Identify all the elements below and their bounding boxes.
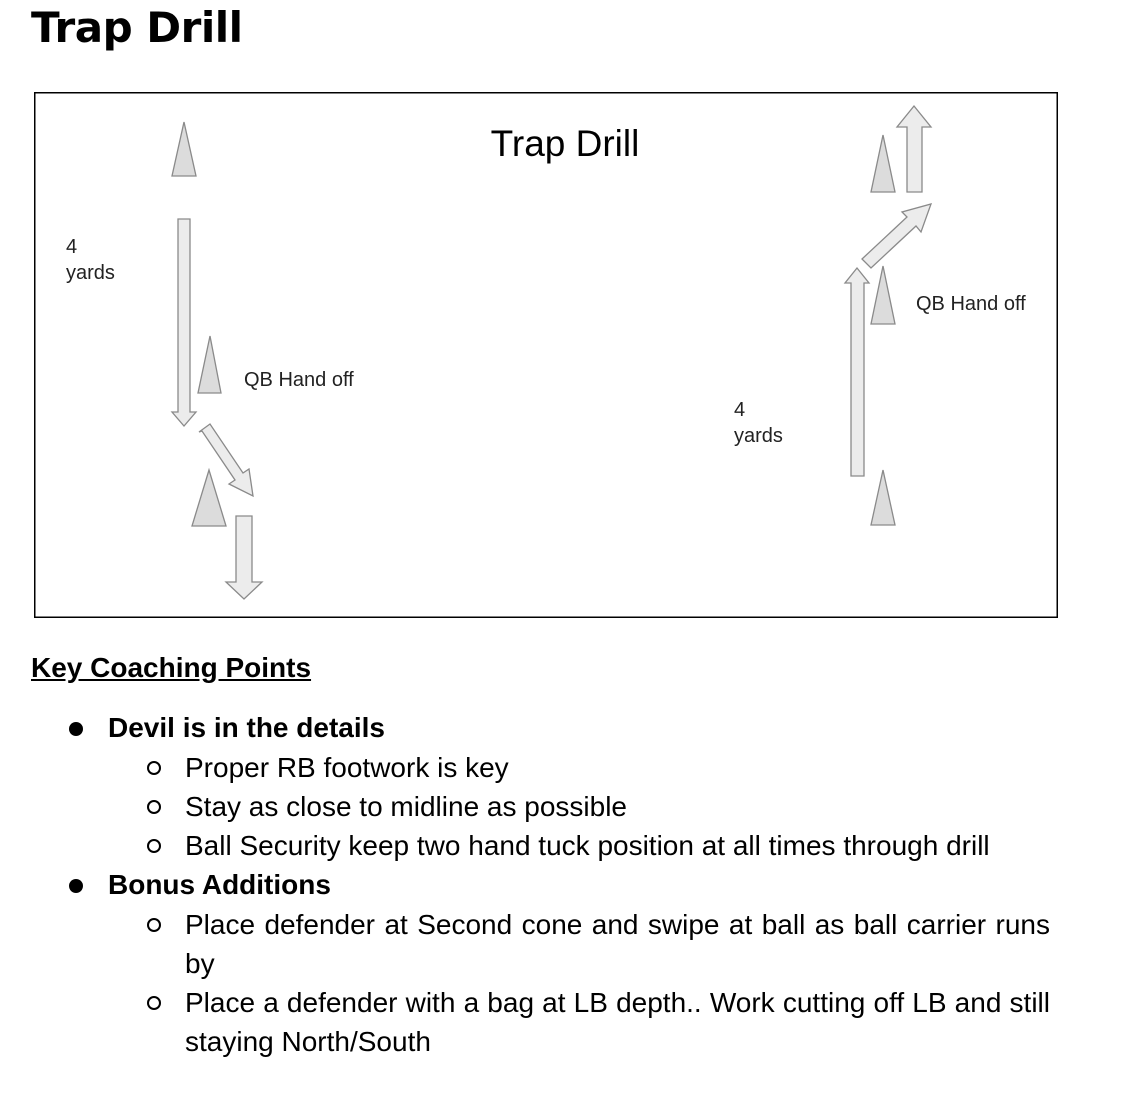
hollow-bullet-icon — [147, 761, 161, 775]
coaching-sub-list — [0, 905, 1132, 1061]
coaching-point — [0, 826, 1050, 865]
coaching-section-header — [0, 865, 1132, 905]
hollow-bullet-icon — [147, 800, 161, 814]
coaching-section-header — [0, 708, 1132, 748]
coaching-section-title: Bonus Additions — [108, 869, 331, 900]
right-distance-number: 4 — [734, 399, 746, 421]
coaching-point-text: Stay as close to midline as possible — [185, 791, 627, 822]
page-title: Trap Drill — [31, 3, 243, 52]
coaching-point-text: Place defender at Second cone and swipe at ball as ball carrier runs by — [185, 909, 1050, 979]
coaching-point-text: Proper RB footwork is key — [185, 752, 509, 783]
bullet-dot-icon — [69, 879, 83, 893]
coaching-point — [0, 748, 1050, 787]
coaching-point-text: Place a defender with a bag at LB depth.. Work cutting off LB and still staying North/South — [185, 987, 1050, 1057]
coaching-points-list — [0, 708, 1132, 1061]
left-handoff-label: QB Hand off — [244, 369, 354, 391]
hollow-bullet-icon — [147, 996, 161, 1010]
coaching-point — [0, 787, 1050, 826]
coaching-point — [0, 905, 1050, 983]
coaching-section — [0, 865, 1132, 1061]
coaching-sub-list — [0, 748, 1132, 865]
left-distance-number: 4 — [66, 236, 78, 258]
coaching-points-heading: Key Coaching Points — [31, 652, 312, 683]
drill-diagram — [34, 92, 1058, 618]
hollow-bullet-icon — [147, 918, 161, 932]
drill-diagram-canvas — [34, 92, 1058, 618]
hollow-bullet-icon — [147, 839, 161, 853]
right-distance-unit: yards — [734, 425, 783, 447]
left-distance-unit: yards — [66, 262, 115, 284]
coaching-section — [0, 708, 1132, 865]
coaching-point — [0, 983, 1050, 1061]
bullet-dot-icon — [69, 722, 83, 736]
coaching-point-text: Ball Security keep two hand tuck position at all times through drill — [185, 830, 990, 861]
coaching-section-title: Devil is in the details — [108, 712, 385, 743]
diagram-title: Trap Drill — [490, 123, 640, 164]
right-handoff-label: QB Hand off — [916, 293, 1026, 315]
